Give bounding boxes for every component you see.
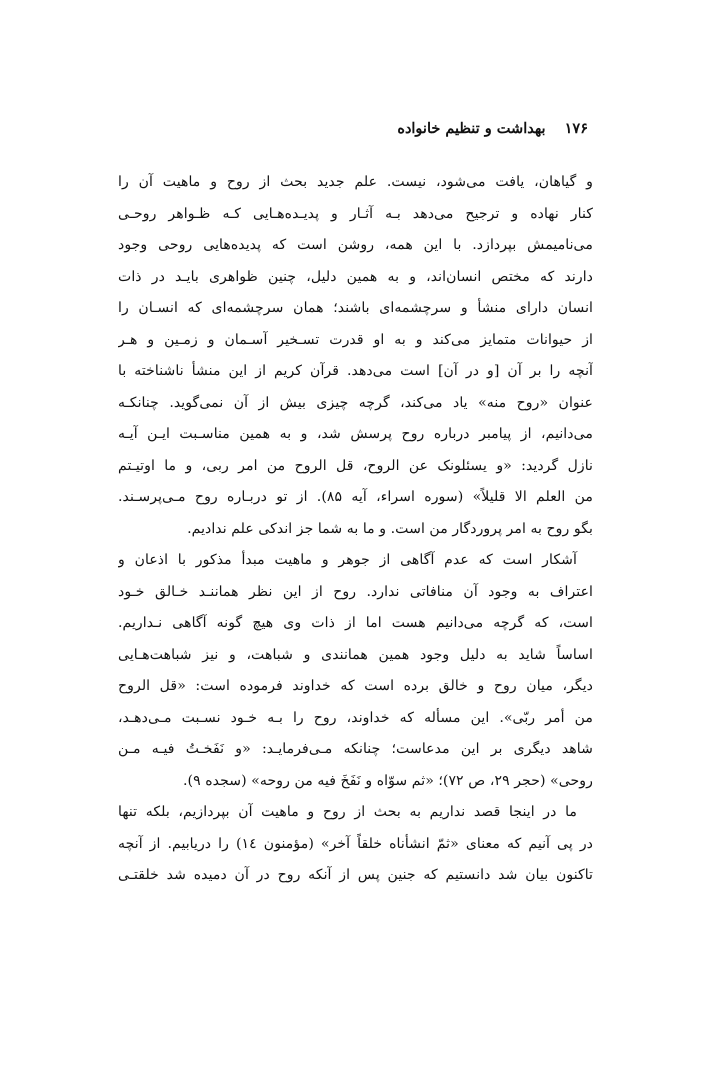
text-line: من أمر ربّی». این مسأله که خداوند، روح را بـه خـود نسـبت مـی‌دهـد، <box>118 709 593 726</box>
text-line: بگو روح به امر پروردگار من است. و ما به شما جز اندکی علم ندادیم. <box>187 520 593 537</box>
running-header <box>330 120 588 137</box>
text-line: کنار نهاده و ترجیح می‌دهد بـه آثـار و پدیـده‌هـایی کـه ظـواهر روحـی <box>118 205 593 222</box>
text-line: اساساً شاید به دلیل وجود همین همانندی و شباهت، و نیز شباهت‌هـایی <box>118 646 593 663</box>
text-line: و گیاهان، یافت می‌شود، نیست. علم جدید بحث از روح و ماهیت آن را <box>118 174 593 190</box>
text-line: عنوان «روح منه» یاد می‌کند، گرچه چیزی بیش از آن نمی‌گوید. چنانکـه <box>118 394 593 411</box>
text-line: دارند که مختص انسان‌اند، و به همین دلیل، چنین ظواهری بایـد در ذات <box>118 268 593 285</box>
text-line: نازل گردید: «و یسئلونک عن الروح، قل الروح من امر ربی، و ما اوتیـتم <box>118 457 593 474</box>
text-line: است، که گرچه می‌دانیم هست اما از ذات وی هیچ گونه آگاهی نـداریم. <box>118 615 593 631</box>
body-text <box>118 167 593 892</box>
text-line: شاهد دیگری بر این مدعاست؛ چنانکه مـی‌فرمایـد: «و نَفَخـتُ فیـه مـن <box>118 741 593 757</box>
text-line: دیگر، میان روح و خالق برده است که خداوند فرموده است: «قل الروح <box>118 678 593 694</box>
page-number: ۱۷۶ <box>564 120 588 137</box>
text-line: در پی آنیم که معنای «ثمّ انشأناه خلقاً آخر» (مؤمنون ١٤) را دریابیم. از آنچه <box>118 835 593 852</box>
text-line: اعتراف به وجود آن منافاتی ندارد. روح از این نظر هماننـد خـالق خـود <box>118 583 593 600</box>
text-line: انسان دارای منشأ و سرچشمه‌ای باشند؛ همان سرچشمه‌ای که انسـان را <box>118 300 593 316</box>
text-line: آنچه را بر آن [و در آن] است می‌دهد. قرآن کریم از این منشأ ناشناخته با <box>118 363 593 379</box>
text-line: آشکار است که عدم آگاهی از جوهر و ماهیت مبدأ مذکور با اذعان و <box>118 552 577 568</box>
running-title: بهداشت و تنظیم خانواده <box>397 120 546 137</box>
text-line: ما در اینجا قصد نداریم به بحث از روح و ماهیت آن بپردازیم، بلکه تنها <box>118 804 577 820</box>
text-line: روحی» (حجر ۲۹، ص ۷۲)؛ «ثم سوّاه و نَفَخَ فیه من روحه» (سجده ۹). <box>183 772 593 789</box>
text-line: تاکنون بیان شد دانستیم که جنین پس از آنکه روح در آن دمیده شد خلقتـی <box>118 867 593 883</box>
text-line: می‌دانیم، از پیامبر درباره روح پرسش شد، و به همین مناسـبت ایـن آیـه <box>118 426 593 442</box>
text-line: من العلم الا قلیلاً» (سوره اسراء، آیه ۸۵). از تو دربـاره روح مـی‌پرسـند. <box>118 489 593 505</box>
text-line: از حیوانات متمایز می‌کند و به او قدرت تسـخیر آسـمان و زمـین و هـر <box>118 331 593 348</box>
text-line: می‌نامیمش بپردازد. با این همه، روشن است که پدیده‌هایی روحی وجود <box>118 237 593 253</box>
